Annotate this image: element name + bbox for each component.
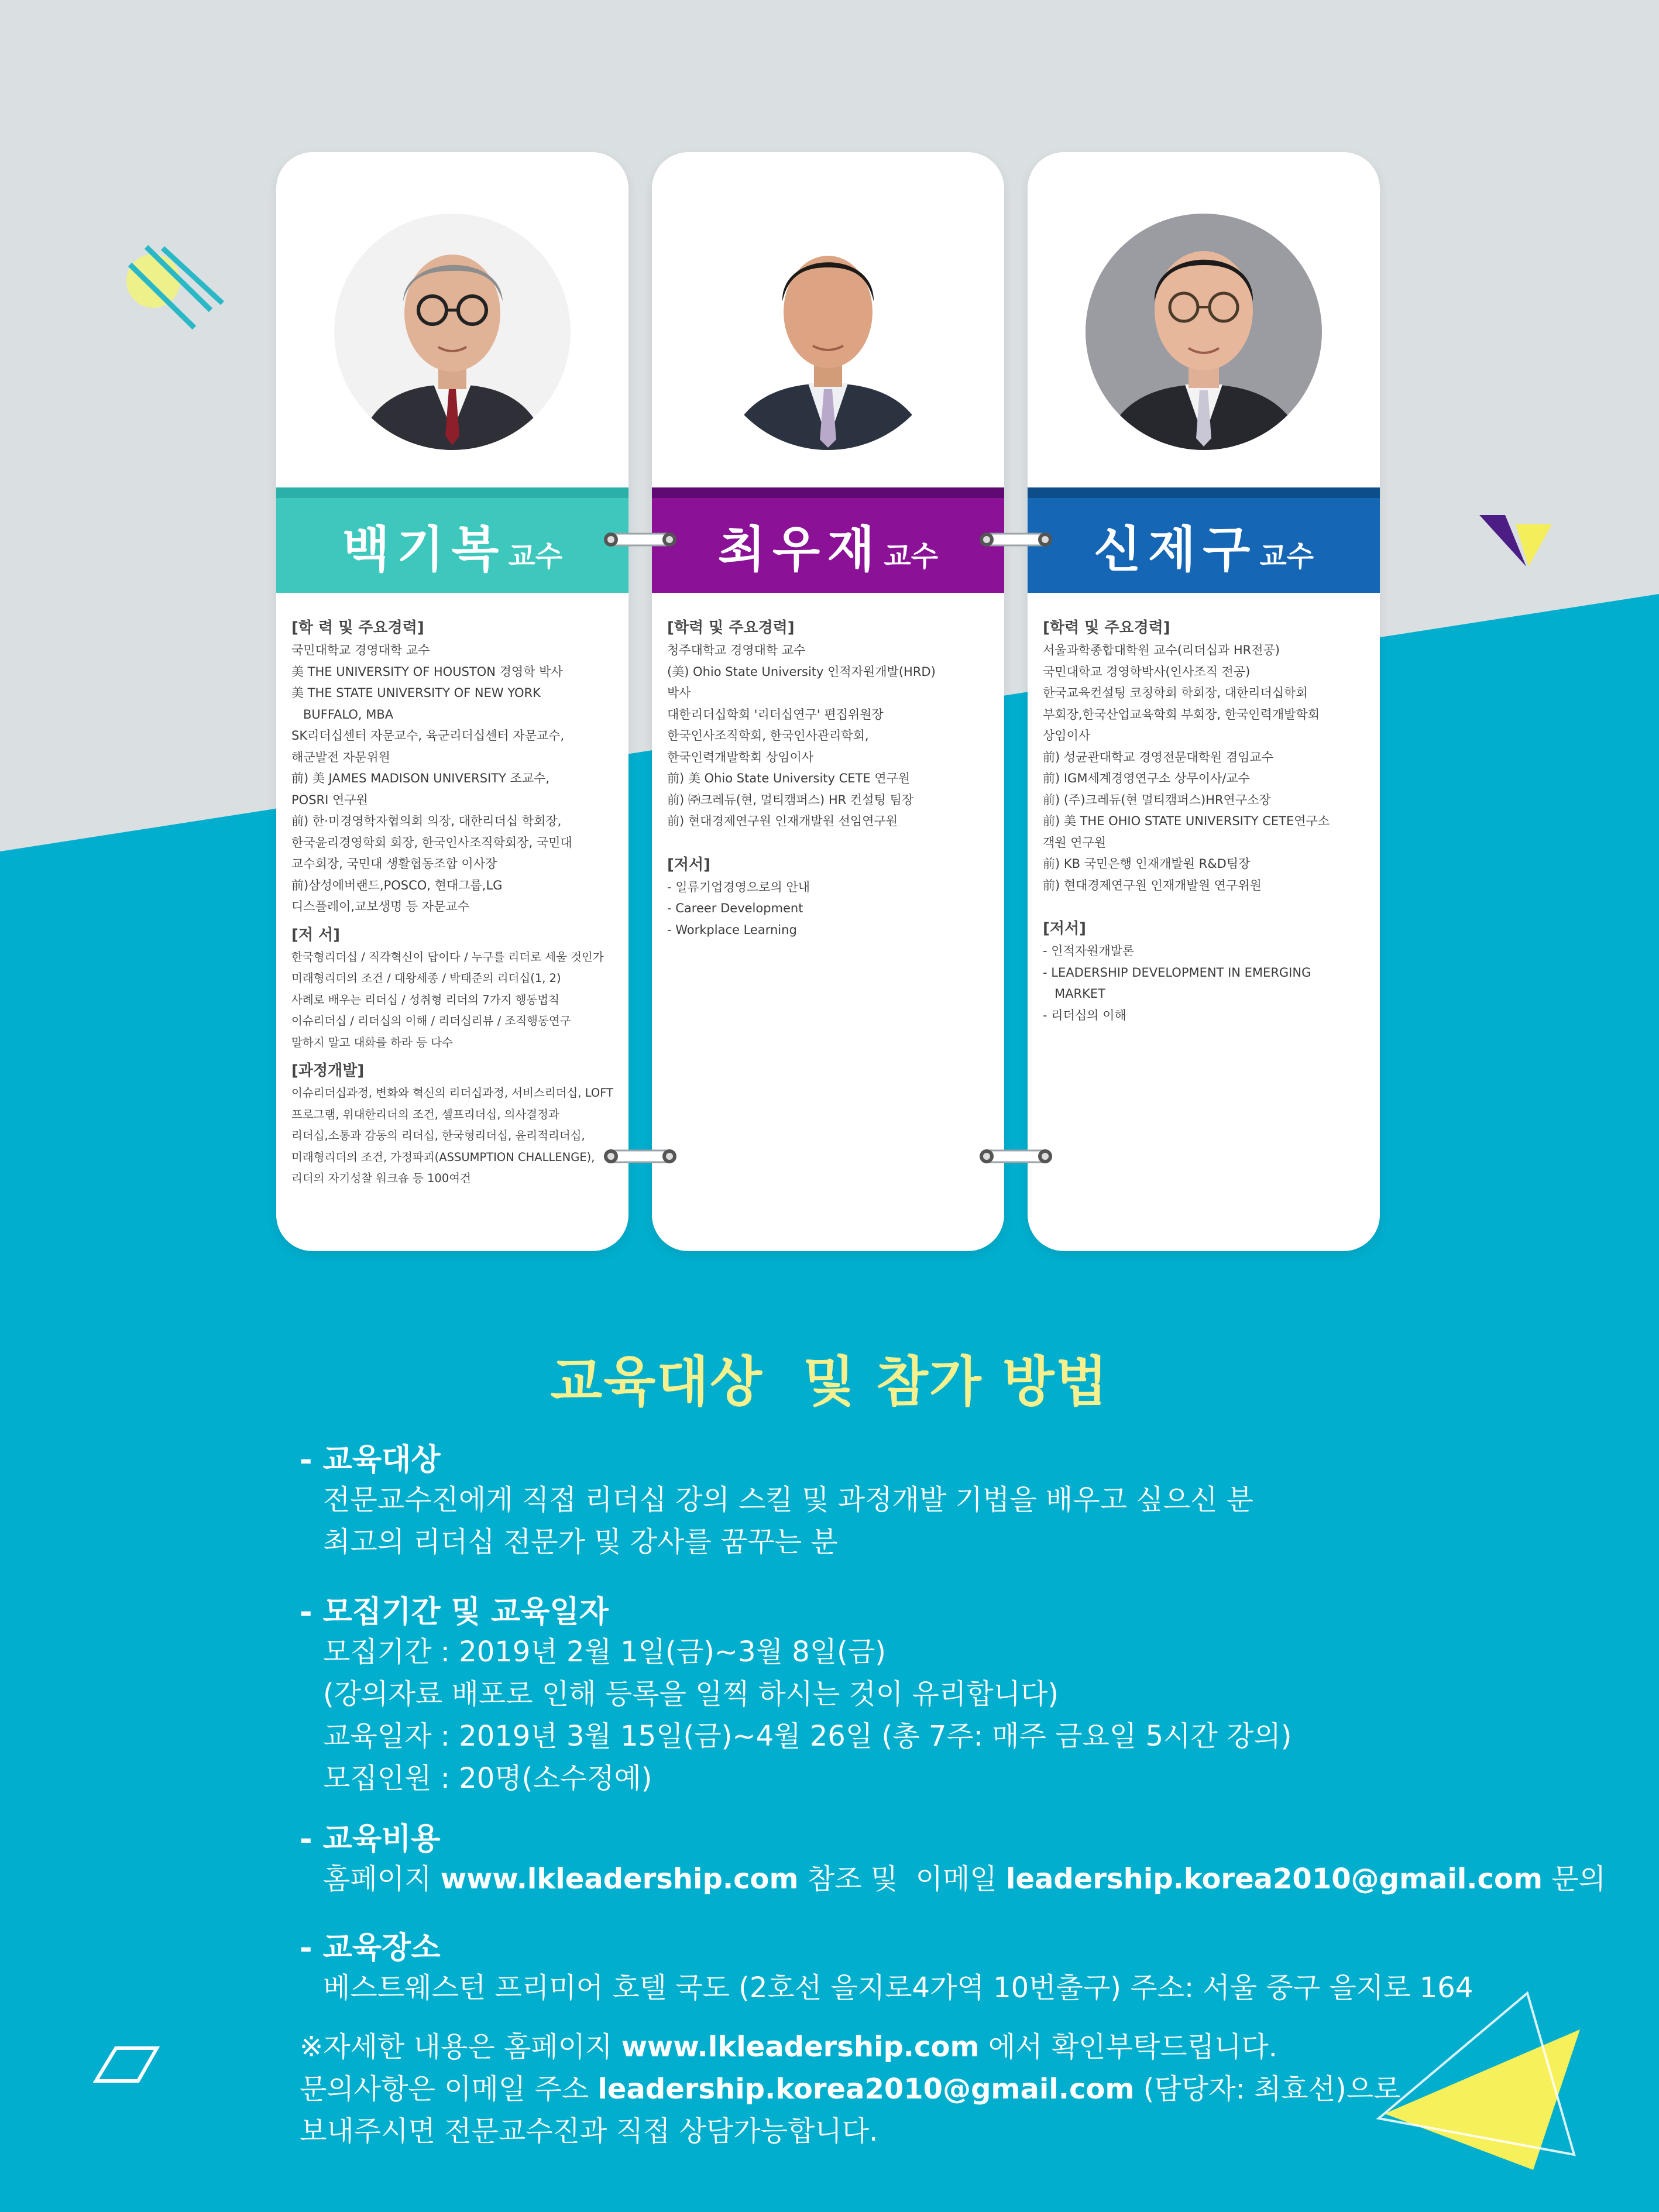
professor-info [667,616,992,940]
career-line: 前)삼성에버랜드,POSCO, 현대그룹,LG [291,878,503,892]
fee-mid: 참조 및 이메일 [798,1863,1007,1895]
career-line: 前) KB 국민은행 인재개발원 R&D팀장 [1043,857,1251,871]
career-line: 서울과학종합대학원 교수(리더십과 HR전공) [1043,643,1280,657]
professor-name-banner [652,487,1004,593]
book-line: 말하지 말고 대화를 하라 등 다수 [291,1035,453,1049]
professor-card-baek [276,152,628,1251]
career-line: 국민대학교 경영학박사(인사조직 전공) [1043,664,1251,679]
professor-title: 교수 [508,540,563,573]
section-schedule [300,1587,1292,1799]
career-header: [학 력 및 주요경력] [291,619,424,637]
book-line: - Workplace Learning [667,922,797,937]
binder-ring-icon [599,527,681,552]
section-line: 전문교수진에게 직접 리더십 강의 스킬 및 과정개발 기법을 배우고 싶으신 분 [323,1483,1253,1516]
career-line: 교수회장, 국민대 생활협동조합 이사장 [291,857,497,871]
books-header: [저서] [1043,920,1086,937]
career-line: 대한리더십학회 '리더십연구' 편집위원장 [667,707,884,722]
career-header: [학력 및 주요경력] [1043,619,1170,637]
book-line: 한국형리더십 / 직각혁신이 답이다 / 누구를 리더로 세울 것인가 [291,950,604,964]
career-line: 前) 美 THE OHIO STATE UNIVERSITY CETE연구소 [1043,814,1330,828]
career-line: 해군발전 자문위원 [291,750,390,764]
section-venue [300,1923,1473,2009]
professor-title: 교수 [1259,540,1314,573]
section-heading: - 교육비용 [300,1822,441,1857]
section-target [300,1435,1253,1563]
career-line: 청주대학교 경영대학 교수 [667,643,806,657]
career-line: 前) ㈜크레듀(현, 멀티캠퍼스) HR 컨설팅 팀장 [667,792,914,807]
professor-name: 신제구 [1093,520,1258,578]
professor-card-choi [652,152,1004,1251]
binder-ring-icon [975,527,1057,552]
book-line: 사례로 배우는 리더십 / 성취형 리더의 7가지 행동법칙 [291,992,559,1007]
career-line: 상임이사 [1043,729,1091,743]
career-line: 디스플레이,교보생명 등 자문교수 [291,899,470,913]
career-line: SK리더십센터 자문교수, 육군리더십센터 자문교수, [291,729,565,743]
dev-line: 이슈리더십과정, 변화와 혁신의 리더십과정, 서비스리더십, LOFT [291,1086,613,1100]
career-line: 前) 美 Ohio State University CETE 연구원 [667,771,911,785]
books-header: [저 서] [291,926,341,944]
career-line: 前) (주)크레듀(현 멀티캠퍼스)HR연구소장 [1043,792,1271,807]
career-line: 객원 연구원 [1043,835,1107,850]
professor-photo-choi [710,214,946,450]
note-line-3: 보내주시면 전문교수진과 직접 상담가능합니다. [300,2115,878,2148]
dev-line: 리더의 자기성찰 워크숍 등 100여건 [291,1172,471,1185]
section-line: 베스트웨스턴 프리미어 호텔 국도 (2호선 을지로4가역 10번출구) 주소: 서울 중구 을지로 164 [323,1971,1473,2004]
career-line: 한국윤리경영학회 회장, 한국인사조직학회장, 국민대 [291,835,572,850]
section-line: 최고의 리더십 전문가 및 강사를 꿈꾸는 분 [323,1526,838,1558]
section-line: 모집기간 : 2019년 2월 1일(금)~3월 8일(금) [323,1636,886,1668]
book-line: 이슈리더십 / 리더십의 이해 / 리더십리뷰 / 조직행동연구 [291,1014,571,1028]
professor-name: 백기복 [342,520,506,578]
note-text: 문의사항은 이메일 주소 [300,2073,598,2105]
professor-info [291,616,617,1190]
career-line: 前) IGM세계경영연구소 상무이사/교수 [1043,771,1250,785]
section-fee [300,1814,1606,1900]
career-header: [학력 및 주요경력] [667,619,795,637]
fee-suffix: 문의 [1542,1863,1606,1895]
section-line: (강의자료 배포로 인해 등록을 일찍 하시는 것이 유리합니다) [323,1678,1059,1710]
career-line: BUFFALO, MBA [291,707,394,722]
career-line: 美 THE STATE UNIVERSITY OF NEW YORK [291,686,541,700]
note-line-1 [300,2026,1401,2068]
career-line: 국민대학교 경영대학 교수 [291,643,430,657]
professor-photo-shin [1086,214,1322,450]
career-line: 前) 성균관대학교 경영전문대학원 겸임교수 [1043,750,1274,764]
career-line: 박사 [667,686,691,700]
book-line: - 리더십의 이해 [1043,1008,1126,1022]
book-line: - 일류기업경영으로의 안내 [667,880,810,894]
note-line-2 [300,2068,1401,2110]
section-line: 교육일자 : 2019년 3월 15일(금)~4월 26일 (총 7주: 매주 금요일 5시간 강의) [323,1720,1292,1753]
professor-photo-baek [334,214,571,450]
career-line: 前) 현대경제연구원 인재개발원 선임연구원 [667,814,898,828]
dev-line: 미래형리더의 조건, 가정파괴(ASSUMPTION CHALLENGE), [291,1150,595,1164]
section-heading: - 교육장소 [300,1931,441,1966]
book-line: 미래형리더의 조건 / 대왕세종 / 박태준의 리더십(1, 2) [291,971,561,985]
book-line: MARKET [1043,987,1105,1001]
professor-info [1043,616,1368,1026]
professor-card-shin [1028,152,1380,1251]
career-line: 前) 현대경제연구원 인재개발원 연구위원 [1043,878,1262,892]
website-link[interactable]: www.lkleadership.com [621,2031,980,2063]
dev-header: [과정개발] [291,1062,365,1080]
books-header: [저서] [667,856,710,874]
career-line: 한국인사조직학회, 한국인사관리학회, [667,729,869,743]
book-line: - LEADERSHIP DEVELOPMENT IN EMERGING [1043,965,1311,980]
binder-ring-icon [975,1143,1057,1169]
note-text: 에서 확인부탁드립니다. [979,2031,1277,2063]
professor-name-banner [276,487,628,593]
career-line: POSRI 연구원 [291,792,368,807]
fee-prefix: 홈페이지 [323,1863,441,1895]
book-line: - 인적자원개발론 [1043,944,1135,958]
fee-line [323,1858,1606,1900]
binder-ring-icon [599,1143,681,1169]
career-line: (美) Ohio State University 인적자원개발(HRD) [667,664,936,679]
book-line: - Career Development [667,901,803,915]
career-line: 부회장,한국산업교육학회 부회장, 한국인력개발학회 [1043,707,1320,722]
career-line: 前) 美 JAMES MADISON UNIVERSITY 조교수, [291,771,550,785]
career-line: 前) 한·미경영학자협의회 의장, 대한리더십 학회장, [291,814,562,828]
professor-name-banner [1028,487,1380,593]
section-heading: - 교육대상 [300,1442,441,1478]
contact-notes [300,2026,1401,2152]
email-link[interactable]: leadership.korea2010@gmail.com [1006,1863,1543,1895]
section-line: 모집인원 : 20명(소수정예) [323,1762,652,1795]
dev-line: 프로그램, 위대한리더의 조건, 셀프리더십, 의사결정과 [291,1107,559,1121]
career-line: 美 THE UNIVERSITY OF HOUSTON 경영학 박사 [291,664,563,679]
note-text: ※자세한 내용은 홈페이지 [300,2031,621,2063]
section-heading: - 모집기간 및 교육일자 [300,1595,609,1630]
note-text: (담당자: 최효선)으로 [1134,2073,1401,2105]
dev-line: 리더십,소통과 감동의 리더십, 한국형리더십, 윤리적리더십, [291,1129,585,1142]
section-title: 교육대상 및 참가 방법 [550,1351,1109,1413]
career-line: 한국인력개발학회 상임이사 [667,750,814,764]
career-line: 한국교육컨설팅 코칭학회 학회장, 대한리더십학회 [1043,686,1308,700]
professor-title: 교수 [884,540,939,573]
email-link[interactable]: leadership.korea2010@gmail.com [597,2073,1135,2105]
professor-name: 최우재 [717,520,882,578]
website-link[interactable]: www.lkleadership.com [440,1863,799,1895]
